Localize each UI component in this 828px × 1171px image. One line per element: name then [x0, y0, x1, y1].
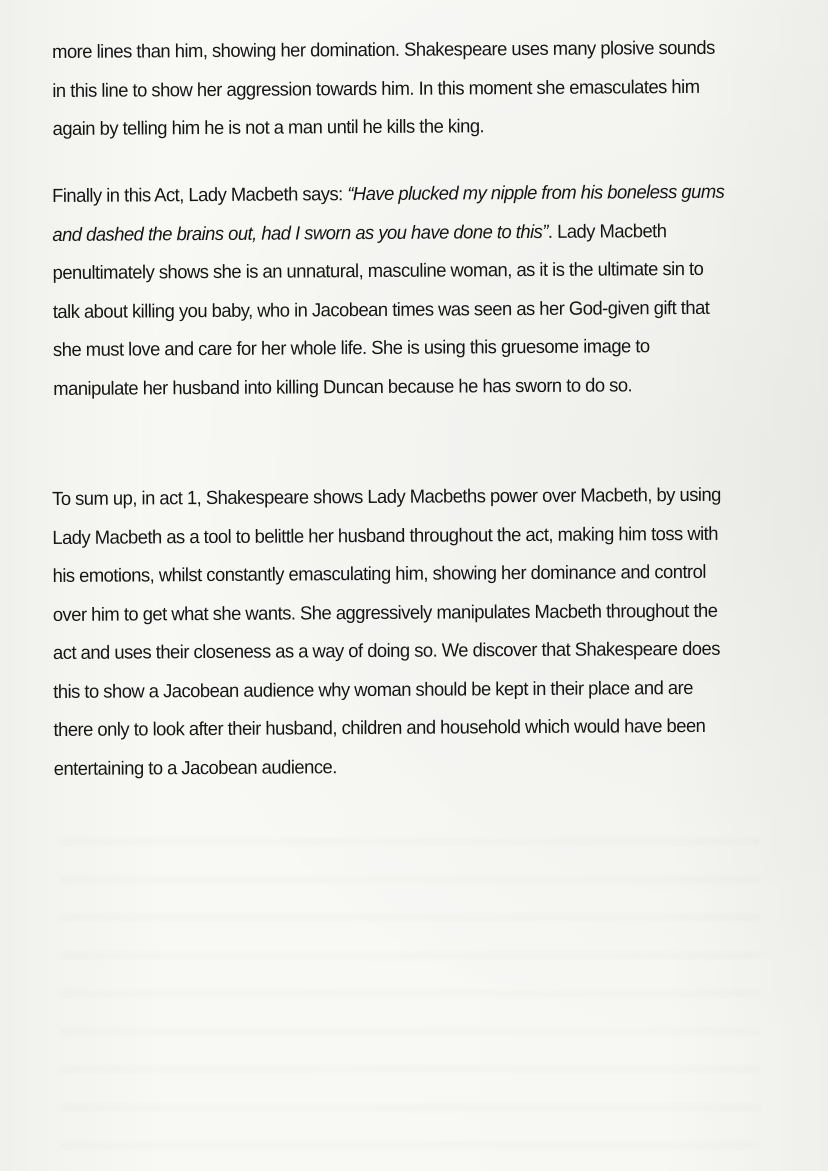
- paragraph-text: To sum up, in act 1, Shakespeare shows Lady Macbeths power over Macbeth, by using Lady Macbeth as a tool to belittle her husband throughout the act, making him toss with his emotions, whilst constantly emasculating him, showing her dominance and control over him to get what she wants. She aggressively manipulates Macbeth throughout the act and uses their closeness as a way of doing so. We discover that Shakespeare does this to show a Jacobean audience why woman should be kept in their place and are there only to look after their husband, children and household which would have been entertaining to a Jacobean audience.: [52, 484, 721, 780]
- paragraph-text: Finally in this Act, Lady Macbeth says:: [52, 184, 348, 207]
- quotation: “Have plucked my nipple from his boneless gums and dashed the brains out, had I sworn as you have done to this”: [52, 181, 725, 246]
- paragraph-conclusion: [52, 477, 733, 789]
- paragraph-continuation: [52, 30, 732, 150]
- paragraph-quote-analysis: [52, 174, 732, 409]
- paragraph-text: . Lady Macbeth penultimately shows she is an unnatural, masculine woman, as it is the ultimate sin to talk about killing you baby, who in Jacobean times was seen as her God-given gift that she must love and care for her whole life. She is using this gruesome image to manipulate her husband into killing Duncan because he has sworn to do so.: [52, 220, 710, 400]
- bleed-through-shadow: [60, 840, 760, 1160]
- paragraph-text: more lines than him, showing her domination. Shakespeare uses many plosive sounds in this line to show her aggression towards him. In this moment she emasculates him again by telling him he is not a man until he kills the king.: [52, 37, 715, 140]
